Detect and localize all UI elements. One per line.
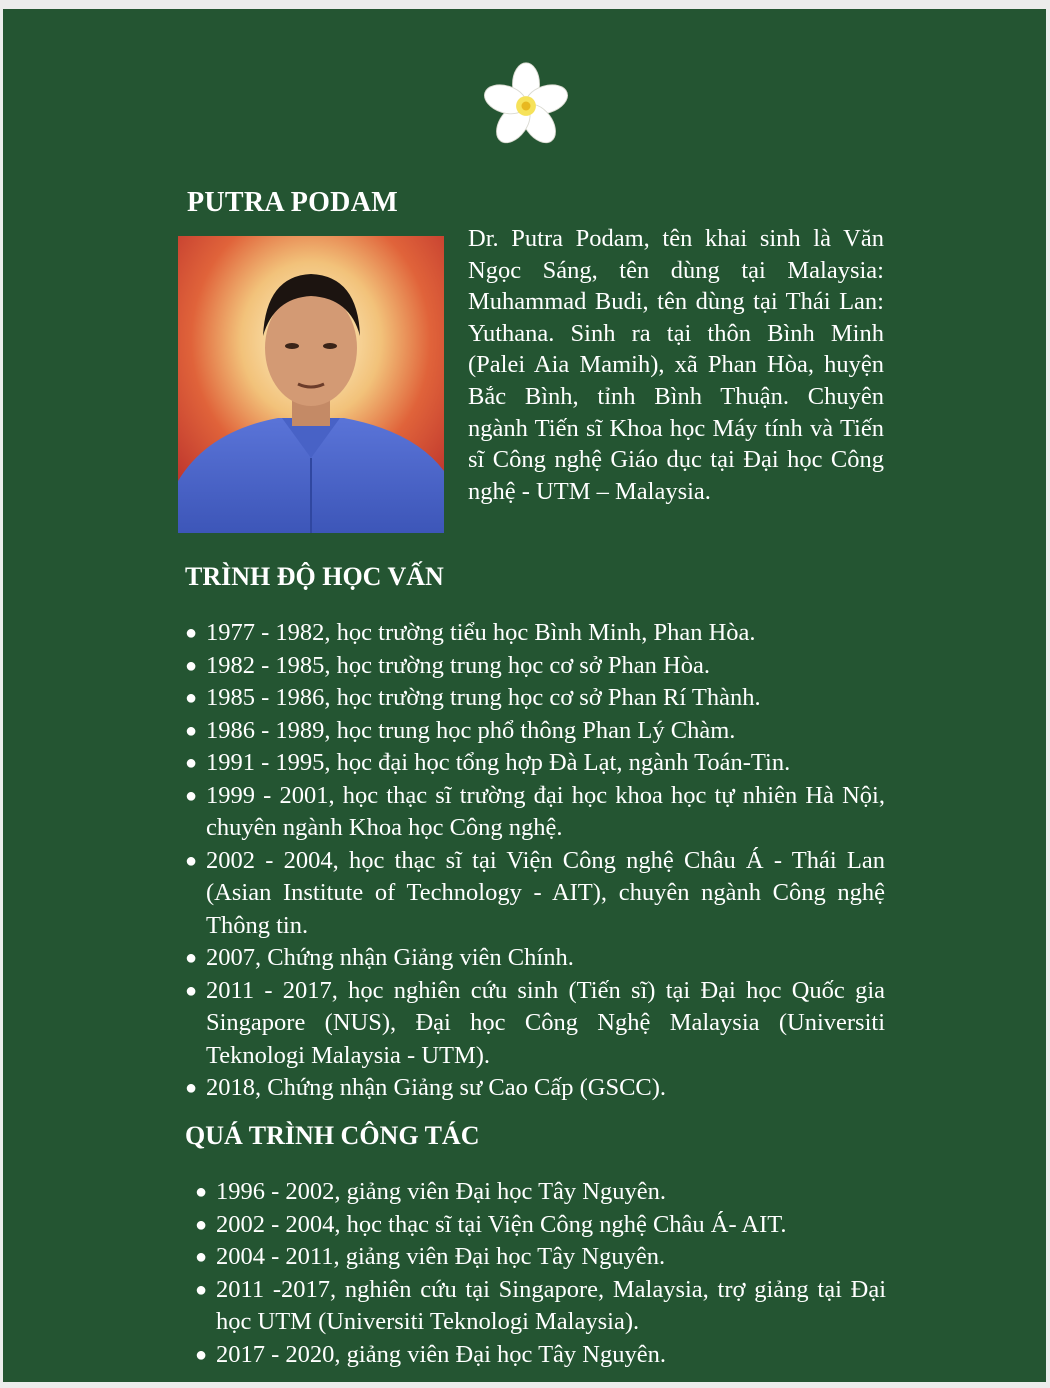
list-item: ● 1999 - 2001, học thạc sĩ trường đại học khoa học tự nhiên Hà Nội, chuyên ngành Khoa học Công nghệ. — [185, 781, 885, 841]
profile-page — [3, 9, 1046, 1382]
bullet-icon: ● — [185, 1077, 198, 1099]
bullet-icon: ● — [185, 622, 198, 644]
bullet-icon: ● — [195, 1278, 208, 1301]
bullet-icon: ● — [185, 849, 198, 872]
list-item: ● 2017 - 2020, giảng viên Đại học Tây Nguyên. — [216, 1339, 886, 1372]
bullet-icon: ● — [185, 979, 198, 1002]
education-heading: TRÌNH ĐỘ HỌC VẤN — [185, 562, 444, 591]
bullet-icon: ● — [195, 1213, 208, 1236]
list-item: ● 1985 - 1986, học trường trung học cơ sở Phan Rí Thành. — [206, 682, 885, 715]
list-item: ● 1996 - 2002, giảng viên Đại học Tây Nguyên. — [216, 1176, 886, 1209]
work-history-heading: QUÁ TRÌNH CÔNG TÁC — [185, 1121, 480, 1150]
bullet-icon: ● — [185, 654, 198, 677]
bullet-icon: ● — [185, 947, 198, 969]
plumeria-flower-icon — [481, 61, 571, 151]
bullet-icon: ● — [195, 1181, 208, 1203]
list-item: ● 2002 - 2004, học thạc sĩ tại Viện Công nghệ Châu Á- AIT. — [216, 1209, 886, 1242]
list-item: ● 2018, Chứng nhận Giảng sư Cao Cấp (GSCC). — [206, 1072, 885, 1105]
list-item: ● 2007, Chứng nhận Giảng viên Chính. — [206, 942, 885, 975]
bullet-icon: ● — [185, 687, 198, 709]
list-item: ● 1982 - 1985, học trường trung học cơ sở Phan Hòa. — [206, 650, 885, 683]
bullet-icon: ● — [185, 784, 198, 807]
portrait-photo — [178, 236, 444, 533]
bullet-icon: ● — [185, 752, 198, 774]
work-history-list — [195, 1176, 886, 1371]
bullet-icon: ● — [185, 719, 198, 742]
list-item: ● 2011 - 2017, học nghiên cứu sinh (Tiến sĩ) tại Đại học Quốc gia Singapore (NUS), Đại học Công Nghệ Malaysia (Universiti Teknologi Malaysia - UTM). — [185, 976, 885, 1069]
list-item: ● 1986 - 1989, học trung học phổ thông Phan Lý Chàm. — [206, 715, 885, 748]
bullet-icon: ● — [195, 1246, 208, 1268]
list-item: ● 2002 - 2004, học thạc sĩ tại Viện Công nghệ Châu Á - Thái Lan (Asian Institute of Technology - AIT), chuyên ngành Công nghệ Thông tin. — [185, 846, 885, 939]
education-list — [185, 617, 885, 1105]
list-item: ● 2004 - 2011, giảng viên Đại học Tây Nguyên. — [216, 1241, 886, 1274]
bullet-icon: ● — [195, 1343, 208, 1366]
list-item: ● 1991 - 1995, học đại học tổng hợp Đà Lạt, ngành Toán-Tin. — [206, 747, 885, 780]
list-item: ● 1977 - 1982, học trường tiểu học Bình Minh, Phan Hòa. — [206, 617, 885, 650]
list-item: ● 2011 -2017, nghiên cứu tại Singapore, Malaysia, trợ giảng tại Đại học UTM (Universiti Teknologi Malaysia). — [195, 1275, 886, 1335]
biography-text: Dr. Putra Podam, tên khai sinh là Văn Ngọc Sáng, tên dùng tại Malaysia: Muhammad Budi, tên dùng tại Thái Lan: Yuthana. Sinh ra tại thôn Bình Minh (Palei Aia Mamih), xã Phan Hòa, huyện Bắc Bình, tỉnh Bình Thuận. Chuyên ngành Tiến sĩ Khoa học Máy tính và Tiến sĩ Công nghệ Giáo dục tại Đại học Công nghệ - UTM – Malaysia. — [468, 225, 884, 505]
person-name: PUTRA PODAM — [187, 187, 398, 218]
